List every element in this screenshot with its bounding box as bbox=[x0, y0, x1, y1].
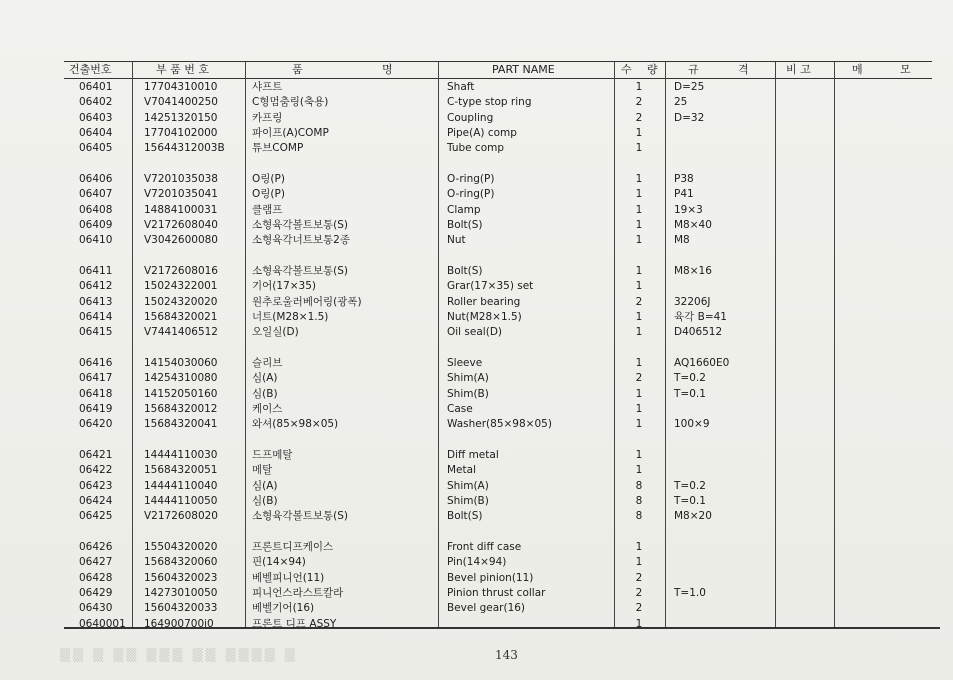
row-spec: AQ1660E0 bbox=[674, 357, 730, 369]
row-part-number: 15684320060 bbox=[144, 556, 218, 569]
row-part-name: Nut(M28×1.5) bbox=[447, 310, 522, 323]
row-part-number: 15604320023 bbox=[144, 571, 218, 584]
row-quantity: 1 bbox=[635, 265, 643, 277]
row-korean-name: 소형육각너트보통2종 bbox=[252, 234, 350, 247]
row-part-name: C-type stop ring bbox=[447, 96, 532, 109]
row-part-name: Shim(A) bbox=[447, 479, 489, 492]
row-code: 06410 bbox=[79, 234, 113, 247]
row-code: 06413 bbox=[79, 295, 113, 308]
row-korean-name: 드프메탈 bbox=[252, 449, 293, 461]
row-part-name: Bevel gear(16) bbox=[447, 602, 526, 615]
row-spec: T=0.2 bbox=[674, 479, 706, 492]
row-part-number: 15684320012 bbox=[144, 402, 218, 415]
row-part-number: V2172608040 bbox=[144, 218, 218, 231]
row-korean-name: O링(P) bbox=[252, 188, 285, 201]
row-part-number: V2172608016 bbox=[144, 265, 218, 277]
row-code: 06428 bbox=[79, 571, 113, 584]
row-part-name: O-ring(P) bbox=[447, 173, 495, 185]
row-korean-name: 슬리브 bbox=[252, 357, 283, 369]
header-bottom-rule bbox=[64, 78, 932, 79]
row-quantity: 1 bbox=[635, 387, 643, 400]
row-part-name: Pinion thrust collar bbox=[447, 586, 546, 599]
row-korean-name: 튜브COMP bbox=[252, 142, 304, 155]
row-code: 06425 bbox=[79, 510, 113, 523]
row-korean-name: O링(P) bbox=[252, 173, 285, 185]
row-part-name: Nut bbox=[447, 234, 466, 247]
row-part-name: Shim(B) bbox=[447, 494, 489, 507]
row-quantity: 1 bbox=[635, 449, 643, 461]
row-quantity: 2 bbox=[635, 571, 643, 584]
row-quantity: 2 bbox=[635, 111, 643, 124]
row-part-name: Bevel pinion(11) bbox=[447, 571, 534, 584]
row-spec: T=1.0 bbox=[674, 586, 706, 599]
row-part-number: 15644312003B bbox=[144, 142, 225, 155]
row-spec: 육각 B=41 bbox=[674, 310, 727, 323]
row-korean-name: 심(B) bbox=[252, 494, 278, 507]
row-spec: T=0.1 bbox=[674, 387, 706, 400]
col-divider-2 bbox=[245, 62, 246, 627]
row-code: 0640001 bbox=[79, 617, 126, 630]
row-part-name: Clamp bbox=[447, 203, 481, 216]
row-korean-name: 소형육각볼트보통(S) bbox=[252, 265, 349, 277]
row-quantity: 1 bbox=[635, 464, 643, 477]
header-memo-b: 모 bbox=[900, 63, 911, 76]
row-code: 06426 bbox=[79, 541, 113, 553]
row-korean-name: 카프링 bbox=[252, 111, 283, 124]
row-part-number: 14444110030 bbox=[144, 449, 218, 461]
header-code: 건출번호 bbox=[69, 63, 112, 76]
row-quantity: 1 bbox=[635, 203, 643, 216]
row-part-number: V2172608020 bbox=[144, 510, 218, 523]
row-part-number: V3042600080 bbox=[144, 234, 218, 247]
row-korean-name: 케이스 bbox=[252, 402, 283, 415]
row-part-name: Bolt(S) bbox=[447, 510, 483, 523]
header-qty-a: 수 bbox=[621, 63, 632, 76]
row-part-name: Shaft bbox=[447, 81, 475, 93]
row-code: 06404 bbox=[79, 126, 113, 139]
row-part-number: 164900700i0 bbox=[144, 617, 214, 630]
row-part-name: Diff metal bbox=[447, 449, 499, 461]
col-divider-7 bbox=[834, 62, 835, 627]
row-code: 06418 bbox=[79, 387, 113, 400]
row-korean-name: 파이프(A)COMP bbox=[252, 126, 329, 139]
row-korean-name: 프론트디프케이스 bbox=[252, 541, 334, 553]
row-quantity: 1 bbox=[635, 357, 643, 369]
row-part-name: Bolt(S) bbox=[447, 265, 483, 277]
row-korean-name: 심(B) bbox=[252, 387, 278, 400]
row-part-number: 17704310010 bbox=[144, 81, 218, 93]
row-part-name: Washer(85×98×05) bbox=[447, 418, 552, 431]
row-part-number: V7441406512 bbox=[144, 326, 218, 339]
row-part-number: 14254310080 bbox=[144, 372, 218, 385]
row-korean-name: 오일실(D) bbox=[252, 326, 299, 339]
header-name-a: 품 bbox=[292, 63, 303, 76]
col-divider-5 bbox=[665, 62, 666, 627]
row-code: 06407 bbox=[79, 188, 113, 201]
row-part-number: 15504320020 bbox=[144, 541, 218, 553]
row-part-name: Metal bbox=[447, 464, 476, 477]
row-quantity: 1 bbox=[635, 173, 643, 185]
row-code: 06412 bbox=[79, 280, 113, 293]
row-quantity: 1 bbox=[635, 418, 643, 431]
row-part-name: Shim(B) bbox=[447, 387, 489, 400]
row-quantity: 1 bbox=[635, 541, 643, 553]
row-korean-name: 클램프 bbox=[252, 203, 283, 216]
row-code: 06429 bbox=[79, 586, 113, 599]
row-spec: D406512 bbox=[674, 326, 723, 339]
col-divider-1 bbox=[132, 62, 133, 627]
row-part-number: 15684320041 bbox=[144, 418, 218, 431]
row-part-number: 15604320033 bbox=[144, 602, 218, 615]
row-quantity: 1 bbox=[635, 142, 643, 155]
col-divider-3 bbox=[438, 62, 439, 627]
row-spec: M8×20 bbox=[674, 510, 712, 523]
row-quantity: 1 bbox=[635, 556, 643, 569]
row-korean-name: 샤프트 bbox=[252, 81, 283, 93]
row-part-name: O-ring(P) bbox=[447, 188, 495, 201]
row-part-name: Pin(14×94) bbox=[447, 556, 507, 569]
header-note: 비 고 bbox=[786, 63, 811, 76]
col-divider-6 bbox=[775, 62, 776, 627]
row-spec: T=0.1 bbox=[674, 494, 706, 507]
row-part-number: 15684320051 bbox=[144, 464, 218, 477]
row-code: 06422 bbox=[79, 464, 113, 477]
row-part-name: Pipe(A) comp bbox=[447, 126, 517, 139]
row-code: 06419 bbox=[79, 402, 113, 415]
row-quantity: 1 bbox=[635, 126, 643, 139]
row-part-number: 15024322001 bbox=[144, 280, 218, 293]
faded-footer-text: ▒▒ ▒ ▒▒ ▒▒▒ ▒▒ ▒▒▒▒ ▒ bbox=[60, 648, 298, 663]
row-korean-name: 메탈 bbox=[252, 464, 273, 477]
row-quantity: 1 bbox=[635, 188, 643, 201]
col-divider-4 bbox=[614, 62, 615, 627]
header-part-name: PART NAME bbox=[492, 63, 555, 76]
row-part-name: Front diff case bbox=[447, 541, 522, 553]
row-quantity: 1 bbox=[635, 218, 643, 231]
row-quantity: 2 bbox=[635, 586, 643, 599]
row-part-number: 14154030060 bbox=[144, 357, 218, 369]
row-korean-name: 피니언스라스트칼라 bbox=[252, 586, 344, 599]
row-quantity: 2 bbox=[635, 96, 643, 109]
row-part-name: Coupling bbox=[447, 111, 494, 124]
row-part-name: Case bbox=[447, 402, 473, 415]
row-part-number: 14444110040 bbox=[144, 479, 218, 492]
row-spec: 100×9 bbox=[674, 418, 710, 431]
row-spec: D=32 bbox=[674, 111, 705, 124]
row-code: 06402 bbox=[79, 96, 113, 109]
row-part-name: Tube comp bbox=[447, 142, 505, 155]
row-part-number: V7201035041 bbox=[144, 188, 218, 201]
row-korean-name: 원추로울러베어링(광폭) bbox=[252, 295, 362, 308]
row-quantity: 1 bbox=[635, 617, 643, 630]
header-part-number: 부 품 번 호 bbox=[156, 63, 209, 76]
row-quantity: 8 bbox=[635, 479, 643, 492]
header-memo-a: 메 bbox=[852, 63, 863, 76]
row-korean-name: 핀(14×94) bbox=[252, 556, 306, 569]
row-part-name: Grar(17×35) set bbox=[447, 280, 534, 293]
row-code: 06423 bbox=[79, 479, 113, 492]
row-part-number: 15684320021 bbox=[144, 310, 218, 323]
row-korean-name: 베벨피니언(11) bbox=[252, 571, 325, 584]
row-part-name: Roller bearing bbox=[447, 295, 521, 308]
row-code: 06424 bbox=[79, 494, 113, 507]
row-code: 06409 bbox=[79, 218, 113, 231]
row-code: 06411 bbox=[79, 265, 113, 277]
row-spec: 19×3 bbox=[674, 203, 703, 216]
row-quantity: 1 bbox=[635, 81, 643, 93]
header-spec-a: 규 bbox=[688, 63, 699, 76]
row-quantity: 1 bbox=[635, 326, 643, 339]
row-part-number: 14273010050 bbox=[144, 586, 218, 599]
row-code: 06414 bbox=[79, 310, 113, 323]
row-part-number: 14152050160 bbox=[144, 387, 218, 400]
row-korean-name: 너트(M28×1.5) bbox=[252, 310, 329, 323]
row-korean-name: C형멈춤링(축용) bbox=[252, 96, 329, 109]
row-quantity: 2 bbox=[635, 295, 643, 308]
row-spec: 25 bbox=[674, 96, 688, 109]
row-code: 06408 bbox=[79, 203, 113, 216]
header-qty-b: 량 bbox=[647, 63, 658, 76]
row-code: 06405 bbox=[79, 142, 113, 155]
row-part-name: Shim(A) bbox=[447, 372, 489, 385]
row-korean-name: 와셔(85×98×05) bbox=[252, 418, 339, 431]
row-spec: P41 bbox=[674, 188, 694, 201]
row-quantity: 1 bbox=[635, 310, 643, 323]
row-spec: M8 bbox=[674, 234, 690, 247]
row-quantity: 8 bbox=[635, 510, 643, 523]
row-code: 06420 bbox=[79, 418, 113, 431]
row-part-name: Sleeve bbox=[447, 357, 483, 369]
row-part-name: Bolt(S) bbox=[447, 218, 483, 231]
row-code: 06406 bbox=[79, 173, 113, 185]
row-part-number: 17704102000 bbox=[144, 126, 218, 139]
row-korean-name: 심(A) bbox=[252, 372, 278, 385]
row-code: 06415 bbox=[79, 326, 113, 339]
row-part-number: V7041400250 bbox=[144, 96, 218, 109]
row-quantity: 2 bbox=[635, 372, 643, 385]
page-number: 143 bbox=[495, 648, 518, 662]
row-korean-name: 심(A) bbox=[252, 479, 278, 492]
row-quantity: 8 bbox=[635, 494, 643, 507]
row-korean-name: 베벨기어(16) bbox=[252, 602, 315, 615]
row-code: 06421 bbox=[79, 449, 113, 461]
row-part-number: 14444110050 bbox=[144, 494, 218, 507]
row-code: 06427 bbox=[79, 556, 113, 569]
row-part-number: 14251320150 bbox=[144, 111, 218, 124]
row-korean-name: 프론트 디프 ASSY bbox=[252, 617, 337, 630]
row-quantity: 1 bbox=[635, 234, 643, 247]
header-name-b: 명 bbox=[382, 63, 393, 76]
row-spec: M8×40 bbox=[674, 218, 712, 231]
row-code: 06401 bbox=[79, 81, 113, 93]
row-code: 06430 bbox=[79, 602, 113, 615]
row-korean-name: 소형육각볼트보통(S) bbox=[252, 218, 349, 231]
row-spec: 32206J bbox=[674, 295, 711, 308]
row-code: 06416 bbox=[79, 357, 113, 369]
row-part-number: 14884100031 bbox=[144, 203, 218, 216]
header-spec-b: 격 bbox=[738, 63, 749, 76]
row-spec: P38 bbox=[674, 173, 694, 185]
row-spec: M8×16 bbox=[674, 265, 712, 277]
row-quantity: 2 bbox=[635, 602, 643, 615]
row-quantity: 1 bbox=[635, 280, 643, 293]
row-part-name: Oil seal(D) bbox=[447, 326, 502, 339]
row-code: 06417 bbox=[79, 372, 113, 385]
row-part-number: 15024320020 bbox=[144, 295, 218, 308]
row-spec: T=0.2 bbox=[674, 372, 706, 385]
row-spec: D=25 bbox=[674, 81, 705, 93]
row-quantity: 1 bbox=[635, 402, 643, 415]
row-korean-name: 기어(17×35) bbox=[252, 280, 316, 293]
row-part-number: V7201035038 bbox=[144, 173, 218, 185]
row-korean-name: 소형육각볼트보통(S) bbox=[252, 510, 349, 523]
row-code: 06403 bbox=[79, 111, 113, 124]
